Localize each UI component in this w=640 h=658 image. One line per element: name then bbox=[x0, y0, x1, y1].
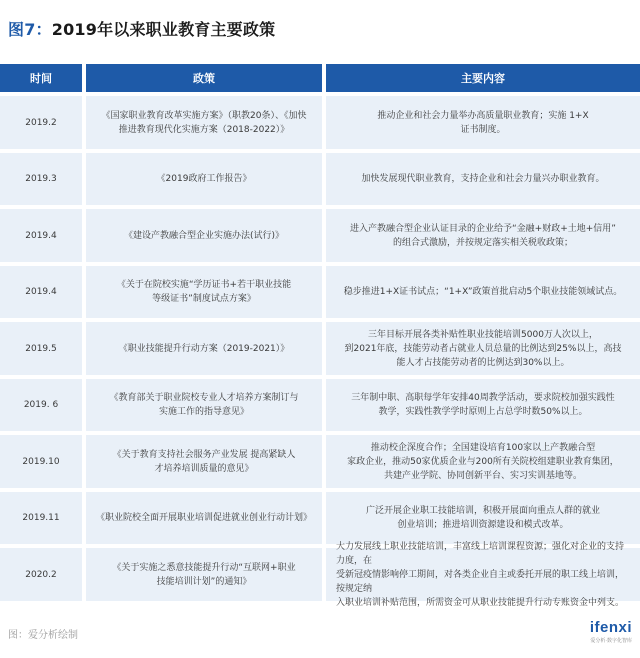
content-line: 入职业培训补贴范围，所需资金可从职业技能提升行动专账资金中列支。 bbox=[336, 597, 625, 608]
content-line: 教学，实践性教学学时原则上占总学时数50%以上。 bbox=[378, 407, 588, 417]
table-row bbox=[0, 492, 640, 544]
policy-line: 《关于实施之悉意技能提升行动“互联网+职业 bbox=[112, 562, 296, 573]
content-line: 稳步推进1+X证书试点；“1+X”政策首批启动5个职业技能领域试点。 bbox=[343, 287, 623, 297]
source-note: 图：爱分析绘制 bbox=[8, 630, 78, 641]
cell-policy bbox=[86, 322, 322, 375]
cell-content bbox=[326, 209, 640, 262]
cell-content bbox=[326, 266, 640, 318]
logo-tagline: 爱分析·数字化智库 bbox=[590, 638, 632, 644]
content-line: 共建产业学院、协同创新平台、实习实训基地等。 bbox=[383, 470, 582, 481]
table-row bbox=[0, 96, 640, 149]
cell-policy bbox=[86, 492, 322, 544]
content-line: 进入产教融合型企业认证目录的企业给予“金融+财政+土地+信用” bbox=[350, 223, 616, 234]
cell-policy bbox=[86, 96, 322, 149]
content-line: 家政企业，推动50家优质企业与200所有关院校组建职业教育集团， bbox=[347, 456, 619, 467]
table-body bbox=[0, 96, 640, 608]
table-header bbox=[0, 64, 640, 92]
policy-line: 《关于教育支持社会服务产业发展 提高紧缺人 bbox=[112, 449, 296, 460]
figure-title: 2019年以来职业教育主要政策 bbox=[51, 20, 276, 39]
cell-policy bbox=[86, 435, 322, 488]
cell-content bbox=[326, 541, 640, 608]
table-row bbox=[0, 153, 640, 205]
cell-time: 2020.2 bbox=[0, 548, 82, 601]
policy-line: 技能培训计划”的通知》 bbox=[156, 576, 252, 587]
cell-time: 2019.4 bbox=[0, 266, 82, 318]
page-title bbox=[8, 17, 275, 41]
cell-content bbox=[326, 379, 640, 431]
policy-line: 等级证书”制度试点方案》 bbox=[152, 294, 256, 304]
header-policy: 政策 bbox=[86, 64, 322, 92]
content-line: 广泛开展企业职工技能培训，积极开展面向重点人群的就业 bbox=[365, 506, 600, 516]
cell-content bbox=[326, 96, 640, 149]
content-line: 到2021年底，技能劳动者占就业人员总量的比例达到25%以上，高技 bbox=[344, 343, 622, 354]
policy-line: 才培养培训质量的意见》 bbox=[154, 463, 254, 474]
ifenxi-logo bbox=[590, 619, 632, 644]
cell-content bbox=[326, 435, 640, 488]
policy-line: 《职业院校全面开展职业培训促进就业创业行动计划》 bbox=[96, 513, 313, 523]
cell-policy bbox=[86, 548, 322, 601]
content-line: 三年制中职、高职每学年安排40周教学活动，要求院校加强实践性 bbox=[351, 393, 615, 403]
table-row bbox=[0, 541, 640, 608]
cell-time: 2019.5 bbox=[0, 322, 82, 375]
policy-line: 《2019政府工作报告》 bbox=[156, 174, 252, 184]
cell-time: 2019.3 bbox=[0, 153, 82, 205]
content-line: 受新冠疫情影响停工期间，对各类企业自主或委托开展的职工线上培训，按规定纳 bbox=[336, 569, 625, 594]
content-line: 证书制度。 bbox=[460, 124, 506, 135]
cell-content bbox=[326, 492, 640, 544]
table-row bbox=[0, 322, 640, 375]
cell-time: 2019.11 bbox=[0, 492, 82, 544]
content-line: 推动企业和社会力量举办高质量职业教育；实施 1+X bbox=[377, 110, 589, 121]
content-line: 推动校企深度合作；全国建设培育100家以上产教融合型 bbox=[370, 442, 596, 453]
cell-content bbox=[326, 153, 640, 205]
cell-time: 2019. 6 bbox=[0, 379, 82, 431]
policy-line: 《教育部关于职业院校专业人才培养方案制订与 bbox=[109, 393, 299, 403]
policy-line: 《职业技能提升行动方案（2019-2021）》 bbox=[118, 343, 290, 354]
content-line: 的组合式激励，并按规定落实相关税收政策； bbox=[392, 237, 573, 248]
header-time: 时间 bbox=[0, 64, 82, 92]
content-line: 加快发展现代职业教育，支持企业和社会力量兴办职业教育。 bbox=[361, 174, 605, 184]
table-row bbox=[0, 435, 640, 488]
policy-line: 《国家职业教育改革实施方案》（职教20条）、《加快 bbox=[101, 110, 307, 121]
header-content: 主要内容 bbox=[326, 64, 640, 92]
cell-policy bbox=[86, 266, 322, 318]
figure-number: 图7： bbox=[8, 20, 52, 39]
policy-line: 《建设产教融合型企业实施办法(试行)》 bbox=[123, 230, 285, 241]
content-line: 能人才占技能劳动者的比例达到30%以上。 bbox=[396, 357, 570, 368]
table-row bbox=[0, 209, 640, 262]
content-line: 创业培训；推进培训资源建设和模式改革。 bbox=[397, 520, 569, 530]
cell-time: 2019.2 bbox=[0, 96, 82, 149]
policy-line: 《关于在院校实施“学历证书+若干职业技能 bbox=[116, 280, 292, 290]
policy-line: 推进教育现代化实施方案（2018-2022）》 bbox=[118, 124, 290, 135]
cell-content bbox=[326, 322, 640, 375]
cell-policy bbox=[86, 209, 322, 262]
cell-time: 2019.10 bbox=[0, 435, 82, 488]
policy-line: 实施工作的指导意见》 bbox=[158, 407, 249, 417]
cell-policy bbox=[86, 153, 322, 205]
content-line: 三年目标开展各类补贴性职业技能培训5000万人次以上， bbox=[368, 329, 598, 340]
policy-table bbox=[0, 64, 640, 608]
table-row bbox=[0, 266, 640, 318]
cell-time: 2019.4 bbox=[0, 209, 82, 262]
cell-policy bbox=[86, 379, 322, 431]
table-row bbox=[0, 379, 640, 431]
content-line: 大力发展线上职业技能培训，丰富线上培训课程资源；强化对企业的支持力度，在 bbox=[336, 541, 625, 566]
logo-name: ifenxi bbox=[589, 619, 632, 636]
